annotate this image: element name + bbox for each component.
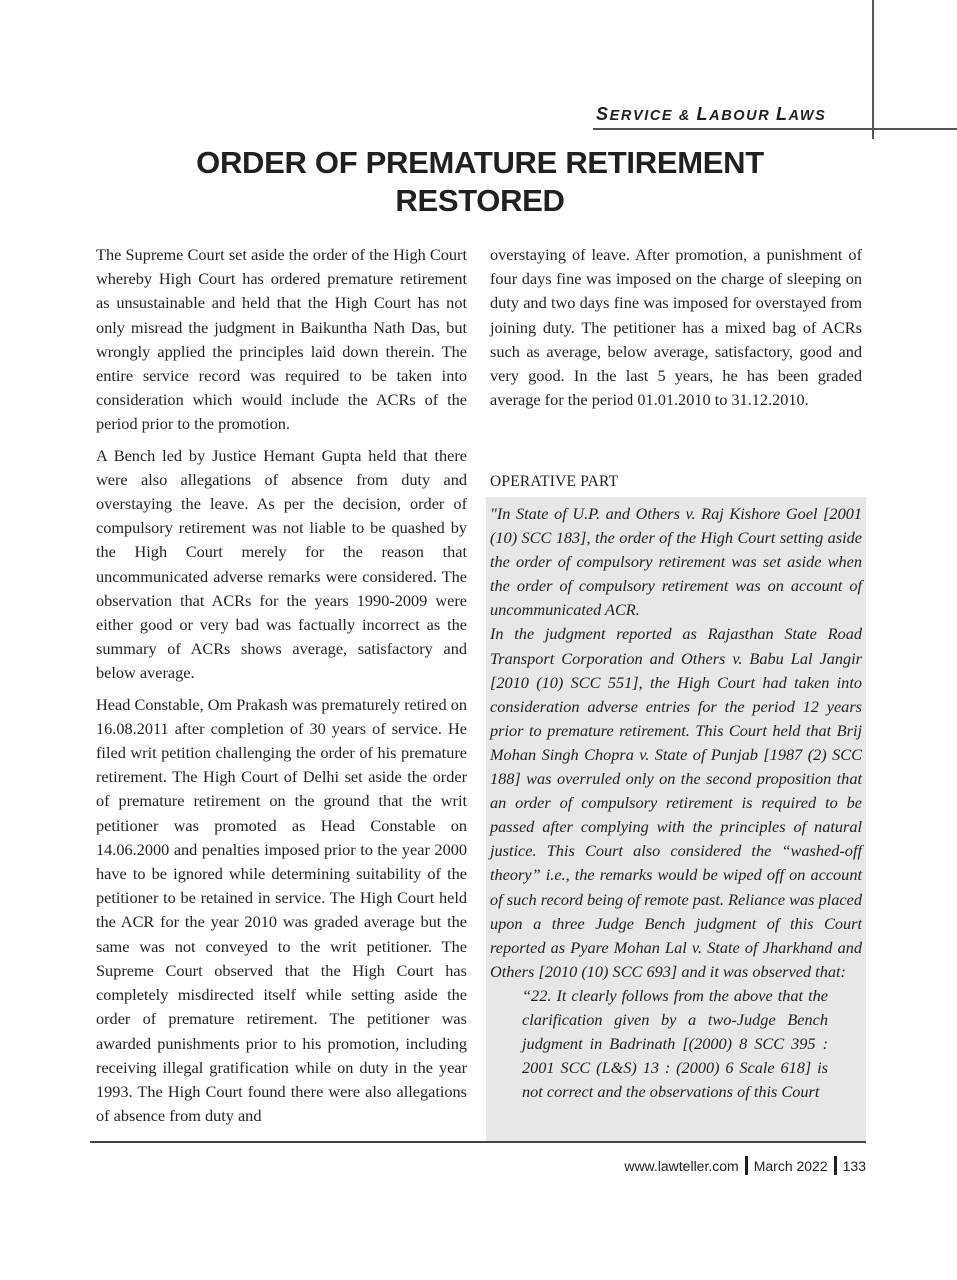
paragraph: Head Constable, Om Prakash was prematurely retired on 16.08.2011 after completion of 30 years of service. He filed writ petition challenging the order of his premature retirement. The High Court of Delhi set aside the order of premature retirement on the ground that the writ petitioner was promoted as Head Constable on 14.06.2000 and penalties imposed prior to the year 2000 have to be ignored while determining suitability of the petitioner to be retained in service. The High Court held the ACR for the year 2010 was graded average but the same was not conveyed to the writ petitioner. The Supreme Court observed that the High Court has completely misdirected itself while setting aside the order of premature retirement. The petitioner was awarded punishments prior to his promotion, including receiving illegal gratification while on duty in the year 1993. The High Court found there were also allegations of absence from duty and bbox=[96, 694, 467, 1126]
footer-rule bbox=[90, 1141, 866, 1143]
footer-issue: March 2022 bbox=[753, 1157, 828, 1174]
page-number: 133 bbox=[842, 1157, 866, 1174]
header-horizontal-rule bbox=[593, 128, 957, 130]
section-label-text: ABOUR bbox=[709, 108, 776, 124]
operative-quote bbox=[490, 502, 862, 1104]
section-label-text: AWS bbox=[788, 108, 827, 124]
right-column bbox=[490, 243, 862, 412]
quote-paragraph: "In State of U.P. and Others v. Raj Kishore Goel [2001 (10) SCC 183], the order of the High Court setting aside the order of compulsory retirement was set aside when the order of compulsory retirement was on account of uncommunicated ACR. bbox=[490, 504, 862, 620]
paragraph: overstaying of leave. After promotion, a punishment of four days fine was imposed on the charge of sleeping on duty and two days fine was imposed for overstayed from joining duty. The petitioner has a mixed bag of ACRs such as average, below average, satisfactory, good and very good. In the last 5 years, he has been graded average for the period 01.01.2010 to 31.12.2010. bbox=[490, 245, 862, 410]
section-label-initial: L bbox=[775, 104, 789, 124]
section-label bbox=[596, 104, 826, 125]
paragraph: The Supreme Court set aside the order of the High Court whereby High Court has ordered premature retirement as unsustainable and held that the High Court has not only misread the judgment in Baikuntha Nath Das, but wrongly applied the principles laid down therein. The entire service record was required to be taken into consideration which would include the ACRs of the period prior to the promotion. bbox=[96, 245, 467, 434]
operative-part-heading: OPERATIVE PART bbox=[490, 473, 619, 490]
page-footer bbox=[624, 1156, 866, 1175]
article-title-line-2: RESTORED bbox=[395, 183, 565, 218]
article-title-line-1: ORDER OF PREMATURE RETIREMENT bbox=[196, 145, 764, 180]
footer-separator bbox=[834, 1156, 837, 1175]
footer-website: www.lawteller.com bbox=[624, 1157, 739, 1174]
article-title bbox=[95, 144, 865, 220]
section-label-initial: L bbox=[696, 104, 710, 124]
section-label-initial: S bbox=[596, 104, 610, 124]
left-column bbox=[96, 243, 467, 1135]
header-vertical-rule bbox=[872, 0, 874, 139]
quote-paragraph: In the judgment reported as Rajasthan State Road Transport Corporation and Others v. Babu Lal Jangir [2010 (10) SCC 551], the High Court had taken into consideration adverse entries for the period 12 years prior to premature retirement. This Court held that Brij Mohan Singh Chopra v. State of Punjab [1987 (2) SCC 188] was overruled only on the second proposition that an order of compulsory retirement is required to be passed after complying with the principles of natural justice. This Court also considered the “washed-off theory” i.e., the remarks would be wiped off on account of such record being of remote past. Reliance was placed upon a three Judge Bench judgment of this Court reported as Pyare Mohan Lal v. State of Jharkhand and Others [2010 (10) SCC 693] and it was observed that: bbox=[490, 624, 862, 981]
footer-separator bbox=[745, 1156, 748, 1175]
paragraph: A Bench led by Justice Hemant Gupta held that there were also allegations of absence from duty and overstaying the leave. As per the decision, order of compulsory retirement was not liable to be quashed by the High Court merely for the reason that uncommunicated adverse remarks were considered. The observation that ACRs for the years 1990-2009 were either good or very bad was factually incorrect as the summary of ACRs shows average, satisfactory and below average. bbox=[96, 445, 467, 683]
section-label-text: ERVICE & bbox=[609, 108, 697, 124]
nested-quote: “22. It clearly follows from the above that the clarification given by a two-Judge Bench judgment in Badrinath [(2000) 8 SCC 395 : 2001 SCC (L&S) 13 : (2000) 6 Scale 618] is not correct and the observations of this Court bbox=[522, 985, 828, 1102]
